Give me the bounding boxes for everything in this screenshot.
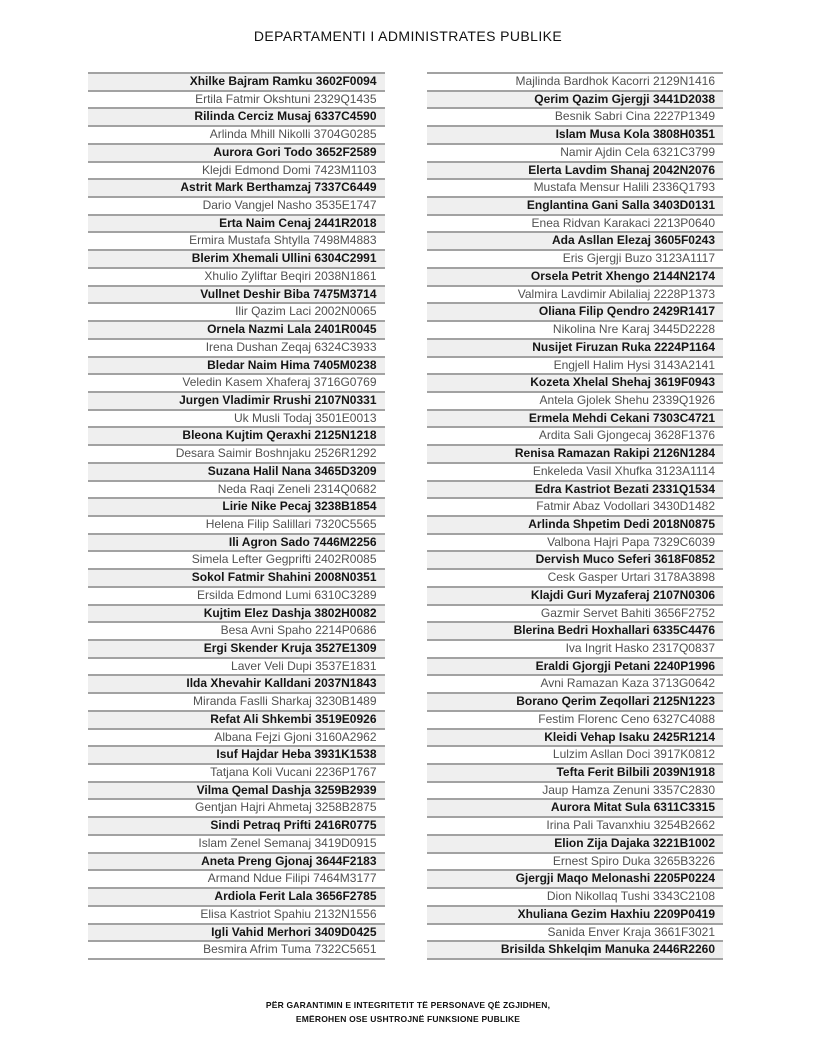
list-item: Irina Pali Tavanxhiu 3254B2662	[427, 816, 724, 834]
list-item: Dervish Muco Seferi 3618F0852	[427, 550, 724, 568]
list-item: Neda Raqi Zeneli 2314Q0682	[88, 480, 385, 498]
list-item: Xhuliana Gezim Haxhiu 2209P0419	[427, 905, 724, 923]
list-item: Ada Asllan Elezaj 3605F0243	[427, 231, 724, 249]
list-item: Helena Filip Salillari 7320C5565	[88, 515, 385, 533]
list-item: Laver Veli Dupi 3537E1831	[88, 657, 385, 675]
list-item: Islam Musa Kola 3808H0351	[427, 125, 724, 143]
list-item: Englantina Gani Salla 3403D0131	[427, 196, 724, 214]
list-item: Valmira Lavdimir Abilaliaj 2228P1373	[427, 285, 724, 303]
list-item: Islam Zenel Semanaj 3419D0915	[88, 834, 385, 852]
list-item: Astrit Mark Berthamzaj 7337C6449	[88, 178, 385, 196]
list-item: Gazmir Servet Bahiti 3656F2752	[427, 604, 724, 622]
list-item: Ardiola Ferit Lala 3656F2785	[88, 887, 385, 905]
list-item: Albana Fejzi Gjoni 3160A2962	[88, 728, 385, 746]
list-item: Ernest Spiro Duka 3265B3226	[427, 852, 724, 870]
list-item: Irena Dushan Zeqaj 6324C3933	[88, 338, 385, 356]
list-item: Refat Ali Shkembi 3519E0926	[88, 710, 385, 728]
list-item: Blerim Xhemali Ullini 6304C2991	[88, 249, 385, 267]
list-item: Elion Zija Dajaka 3221B1002	[427, 834, 724, 852]
list-item: Ornela Nazmi Lala 2401R0045	[88, 320, 385, 338]
list-item: Festim Florenc Ceno 6327C4088	[427, 710, 724, 728]
list-item: Besa Avni Spaho 2214P0686	[88, 621, 385, 639]
list-item: Aurora Mitat Sula 6311C3315	[427, 798, 724, 816]
list-item: Oliana Filip Qendro 2429R1417	[427, 302, 724, 320]
list-item: Aurora Gori Todo 3652F2589	[88, 143, 385, 161]
list-item: Borano Qerim Zeqollari 2125N1223	[427, 692, 724, 710]
list-item: Ergi Skender Kruja 3527E1309	[88, 639, 385, 657]
list-item: Blerina Bedri Hoxhallari 6335C4476	[427, 621, 724, 639]
list-item: Qerim Qazim Gjergji 3441D2038	[427, 90, 724, 108]
list-item: Aneta Preng Gjonaj 3644F2183	[88, 852, 385, 870]
list-item: Arlinda Shpetim Dedi 2018N0875	[427, 515, 724, 533]
list-item: Sokol Fatmir Shahini 2008N0351	[88, 568, 385, 586]
list-item: Dion Nikollaq Tushi 3343C2108	[427, 887, 724, 905]
footer-line-1: PËR GARANTIMIN E INTEGRITETIT TË PERSONAVE QË ZGJIDHEN,	[265, 1000, 551, 1010]
list-item: Ilda Xhevahir Kalldani 2037N1843	[88, 674, 385, 692]
name-list-right	[427, 72, 724, 960]
list-item: Cesk Gasper Urtari 3178A3898	[427, 568, 724, 586]
list-item: Jurgen Vladimir Rrushi 2107N0331	[88, 391, 385, 409]
list-item: Erta Naim Cenaj 2441R2018	[88, 214, 385, 232]
list-item: Veledin Kasem Xhaferaj 3716G0769	[88, 373, 385, 391]
list-item: Antela Gjolek Shehu 2339Q1926	[427, 391, 724, 409]
list-item: Vilma Qemal Dashja 3259B2939	[88, 781, 385, 799]
list-item: Lirie Nike Pecaj 3238B1854	[88, 497, 385, 515]
list-item: Lulzim Asllan Doci 3917K0812	[427, 745, 724, 763]
list-item: Ermira Mustafa Shtylla 7498M4883	[88, 231, 385, 249]
list-item: Isuf Hajdar Heba 3931K1538	[88, 745, 385, 763]
list-item: Eris Gjergji Buzo 3123A1117	[427, 249, 724, 267]
list-item: Kujtim Elez Dashja 3802H0082	[88, 604, 385, 622]
list-item: Kleidi Vehap Isaku 2425R1214	[427, 728, 724, 746]
list-item: Klajdi Guri Myzaferaj 2107N0306	[427, 586, 724, 604]
list-item: Namir Ajdin Cela 6321C3799	[427, 143, 724, 161]
list-item: Arlinda Mhill Nikolli 3704G0285	[88, 125, 385, 143]
list-item: Avni Ramazan Kaza 3713G0642	[427, 674, 724, 692]
list-item: Dario Vangjel Nasho 3535E1747	[88, 196, 385, 214]
list-item: Edra Kastriot Bezati 2331Q1534	[427, 480, 724, 498]
list-item: Ili Agron Sado 7446M2256	[88, 533, 385, 551]
list-item: Ardita Sali Gjongecaj 3628F1376	[427, 426, 724, 444]
list-item: Tatjana Koli Vucani 2236P1767	[88, 763, 385, 781]
list-item: Tefta Ferit Bilbili 2039N1918	[427, 763, 724, 781]
list-item: Miranda Faslli Sharkaj 3230B1489	[88, 692, 385, 710]
name-columns	[88, 72, 723, 960]
list-item: Besnik Sabri Cina 2227P1349	[427, 107, 724, 125]
list-item: Ersilda Edmond Lumi 6310C3289	[88, 586, 385, 604]
list-item: Kozeta Xhelal Shehaj 3619F0943	[427, 373, 724, 391]
list-item: Simela Lefter Gegprifti 2402R0085	[88, 550, 385, 568]
list-item: Xhilke Bajram Ramku 3602F0094	[88, 72, 385, 90]
list-item: Igli Vahid Merhori 3409D0425	[88, 923, 385, 941]
list-item: Sanida Enver Kraja 3661F3021	[427, 923, 724, 941]
list-item: Besmira Afrim Tuma 7322C5651	[88, 940, 385, 958]
list-item: Eraldi Gjorgji Petani 2240P1996	[427, 657, 724, 675]
list-item: Uk Musli Todaj 3501E0013	[88, 409, 385, 427]
list-item: Sindi Petraq Prifti 2416R0775	[88, 816, 385, 834]
list-item: Jaup Hamza Zenuni 3357C2830	[427, 781, 724, 799]
list-item: Engjell Halim Hysi 3143A2141	[427, 356, 724, 374]
list-item: Valbona Hajri Papa 7329C6039	[427, 533, 724, 551]
list-item: Elerta Lavdim Shanaj 2042N2076	[427, 161, 724, 179]
list-item: Enkeleda Vasil Xhufka 3123A1114	[427, 462, 724, 480]
name-list-left	[88, 72, 385, 960]
list-item: Suzana Halil Nana 3465D3209	[88, 462, 385, 480]
list-item: Xhulio Zyliftar Beqiri 2038N1861	[88, 267, 385, 285]
list-item: Klejdi Edmond Domi 7423M1103	[88, 161, 385, 179]
list-item: Gentjan Hajri Ahmetaj 3258B2875	[88, 798, 385, 816]
list-item: Orsela Petrit Xhengo 2144N2174	[427, 267, 724, 285]
list-item: Desara Saimir Boshnjaku 2526R1292	[88, 444, 385, 462]
list-item: Fatmir Abaz Vodollari 3430D1482	[427, 497, 724, 515]
list-item: Nikolina Nre Karaj 3445D2228	[427, 320, 724, 338]
page-title: DEPARTAMENTI I ADMINISTRATES PUBLIKE	[253, 28, 563, 44]
list-item: Enea Ridvan Karakaci 2213P0640	[427, 214, 724, 232]
list-item: Renisa Ramazan Rakipi 2126N1284	[427, 444, 724, 462]
list-item: Mustafa Mensur Halili 2336Q1793	[427, 178, 724, 196]
list-item: Rilinda Cerciz Musaj 6337C4590	[88, 107, 385, 125]
list-item: Majlinda Bardhok Kacorri 2129N1416	[427, 72, 724, 90]
list-item: Elisa Kastriot Spahiu 2132N1556	[88, 905, 385, 923]
list-item: Ermela Mehdi Cekani 7303C4721	[427, 409, 724, 427]
list-item: Bledar Naim Hima 7405M0238	[88, 356, 385, 374]
list-item: Nusijet Firuzan Ruka 2224P1164	[427, 338, 724, 356]
list-item: Armand Ndue Filipi 7464M3177	[88, 869, 385, 887]
list-item: Gjergji Maqo Melonashi 2205P0224	[427, 869, 724, 887]
list-item: Brisilda Shkelqim Manuka 2446R2260	[427, 940, 724, 958]
list-item: Vullnet Deshir Biba 7475M3714	[88, 285, 385, 303]
page-footer	[0, 999, 816, 1026]
list-item: Iva Ingrit Hasko 2317Q0837	[427, 639, 724, 657]
list-item: Ertila Fatmir Okshtuni 2329Q1435	[88, 90, 385, 108]
footer-line-2: EMËROHEN OSE USHTROJNË FUNKSIONE PUBLIKE	[295, 1013, 521, 1024]
list-item: Ilir Qazim Laci 2002N0065	[88, 302, 385, 320]
list-item: Bleona Kujtim Qeraxhi 2125N1218	[88, 426, 385, 444]
